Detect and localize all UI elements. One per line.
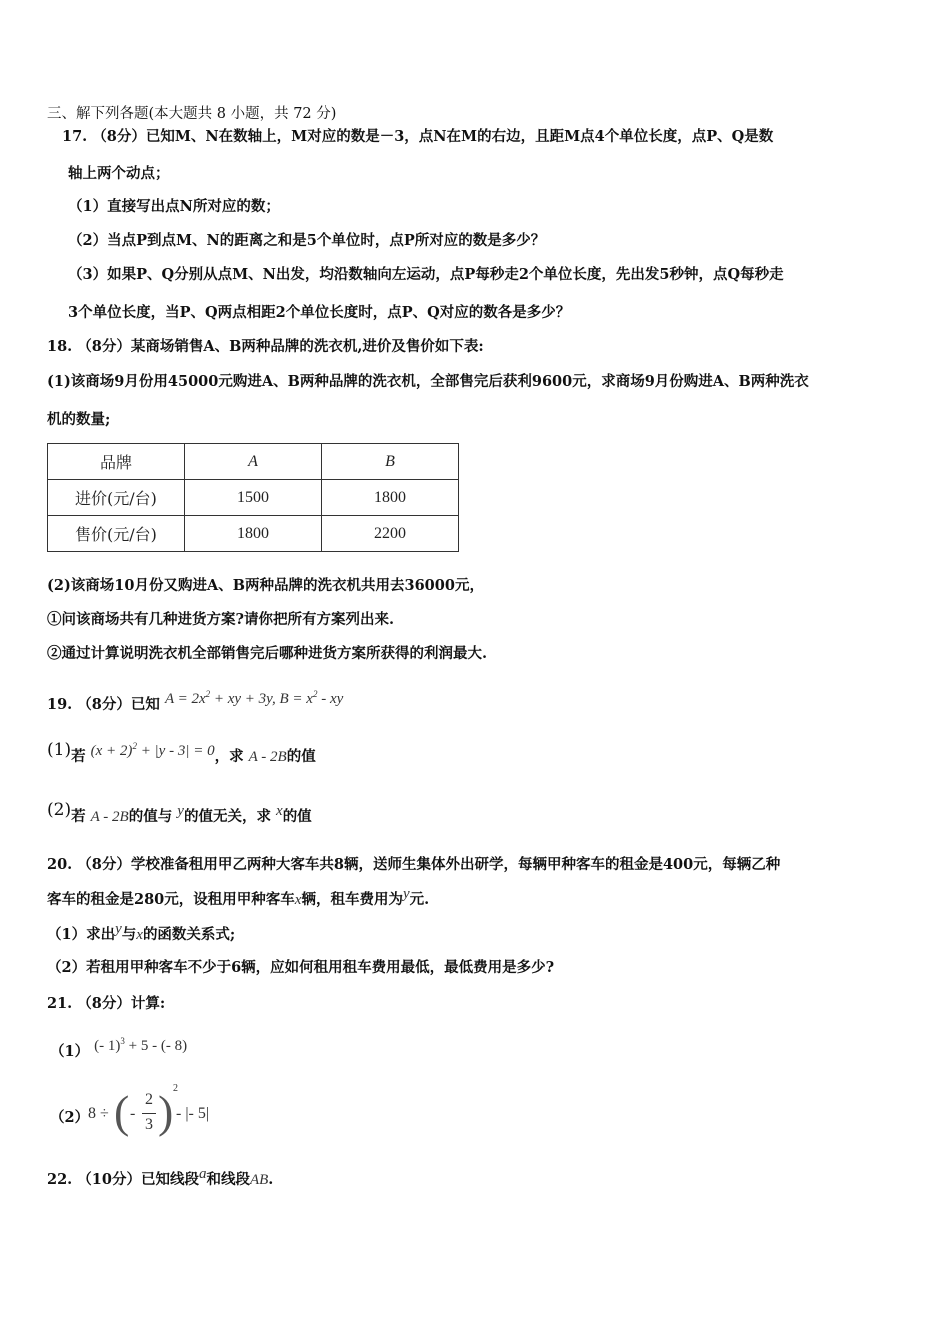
q19-part2-expression: A - 2B <box>90 809 129 825</box>
q18-part2-b: ②通过计算说明洗衣机全部销售完后哪种进货方案所获得的利润最大. <box>47 645 488 662</box>
section-header: 三、解下列各题(本大题共 8 小题，共 72 分) <box>47 106 337 122</box>
q19-stem: 19. （8分）已知 <box>47 696 160 713</box>
q19-part2-line: (2)若 A - 2B的值与 y的值无关，求 x的值 <box>47 800 312 825</box>
q19-part1-condition: $(x + 2)^2 + |y - 3| = 0$ <box>90 741 215 759</box>
q19-stem-line <box>47 690 343 715</box>
q18-part2: (2)该商场10月份又购进A、B两种品牌的洗衣机共用去36000元， <box>47 577 484 594</box>
q17-part2: （2）当点P到点M、N的距离之和是5个单位时，点P所对应的数是多少？ <box>68 232 546 249</box>
q17-stem-line1: 17. （8分）已知M、N在数轴上，M对应的数是－3，点N在M的右边，且距M点4个单位长度，点P、Q是数 <box>62 128 774 145</box>
q17-part1: （1）直接写出点N所对应的数； <box>68 198 280 215</box>
q21-part1: （1） (- 1)$^3$ + 5 - (- 8) <box>50 1036 188 1060</box>
q17-part3-line2: 3个单位长度，当P、Q两点相距2个单位长度时，点P、Q对应的数各是多少？ <box>68 304 571 321</box>
q17-part3-line1: （3）如果P、Q分别从点M、N出发，均沿数轴向左运动，点P每秒走2个单位长度，先出发5秒钟，点Q每秒走 <box>68 266 784 283</box>
q22-stem: 22. （10分）已知线段a和线段AB. <box>47 1166 274 1188</box>
table-cell: 售价(元/台) <box>48 516 185 552</box>
price-table <box>47 443 459 552</box>
q21-part2: （2） <box>50 1109 90 1126</box>
q19-given-expression: $A = 2x^2$ + xy + 3y, $B = x^2$ - xy <box>164 689 344 707</box>
table-cell: 进价(元/台) <box>48 480 185 516</box>
q21-stem: 21. （8分）计算: <box>47 995 166 1012</box>
table-header-cell: B <box>322 444 459 480</box>
q19-part1-expression: A - 2B <box>248 749 287 765</box>
table-header-cell: 品牌 <box>48 444 185 480</box>
q18-part2-a: ①问该商场共有几种进货方案?请你把所有方案列出来. <box>47 611 395 628</box>
q18-part1-line1: (1)该商场9月份用45000元购进A、B两种品牌的洗衣机，全部售完后获利9600元，求商场9月份购进A、B两种洗衣 <box>47 373 809 390</box>
q19-part1-line: (1)若 $(x + 2)^2 + |y - 3| = 0$，求 A - 2B的值 <box>47 740 316 765</box>
table-cell: 1800 <box>185 516 322 552</box>
q20-part1: （1）求出y与x的函数关系式; <box>47 921 236 943</box>
table-cell: 1800 <box>322 480 459 516</box>
q17-stem-line2: 轴上两个动点； <box>68 165 170 182</box>
table-cell: 2200 <box>322 516 459 552</box>
q19-part1-number: (1) <box>47 740 72 760</box>
table-row <box>48 516 459 552</box>
table-header-row <box>48 444 459 480</box>
table-cell: 1500 <box>185 480 322 516</box>
q21-part1-expression: (- 1)$^3$ + 5 - (- 8) <box>94 1036 188 1054</box>
q19-part2-number: (2) <box>47 800 72 820</box>
q20-stem-line2: 客车的租金是280元，设租用甲种客车x辆，租车费用为y元. <box>47 886 430 908</box>
q18-part1-line2: 机的数量; <box>47 411 111 428</box>
q20-part2: （2）若租用甲种客车不少于6辆，应如何租用租车费用最低，最低费用是多少? <box>47 959 555 976</box>
q18-stem: 18. （8分）某商场销售A、B两种品牌的洗衣机,进价及售价如下表: <box>47 338 484 355</box>
table-header-cell: A <box>185 444 322 480</box>
table-row <box>48 480 459 516</box>
q20-stem-line1: 20. （8分）学校准备租用甲乙两种大客车共8辆，送师生集体外出研学，每辆甲种客车的租金是400元，每辆乙种 <box>47 856 781 873</box>
